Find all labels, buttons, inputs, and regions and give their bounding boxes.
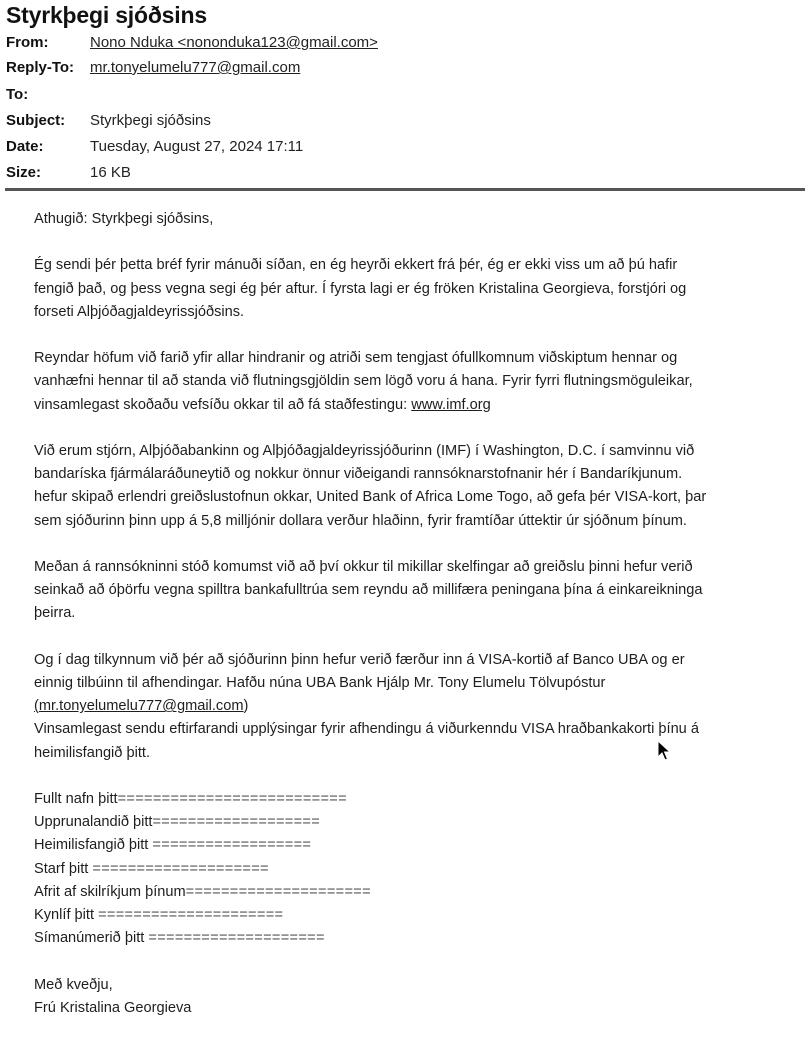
greeting-text: Athugið: Styrkþegi sjóðsins,	[34, 211, 214, 227]
paren-close: )	[243, 698, 249, 715]
paragraph-2-line: Reyndar höfum við farið yfir allar hindranir og atriði sem tengjast ófullkomnum viðskiptum hennar og	[34, 350, 678, 367]
from-label: From:	[6, 34, 49, 51]
date-value: Tuesday, August 27, 2024 17:11	[90, 138, 304, 155]
field-label: Heimilisfangið þitt	[34, 837, 153, 854]
paragraph-3-line: sem sjóðurinn þinn upp á 5,8 milljónir dollara verður hlaðinn, fyrir framtíðar úttektir úr sjóðnum þínum.	[34, 512, 687, 529]
field-fill: ===================	[152, 814, 321, 831]
closing: Með kveðju,	[34, 976, 113, 993]
field-fill: ====================	[92, 860, 269, 877]
paragraph-1-line: fengið það, og þess vegna segi ég þér aftur. Í fyrsta lagi er ég fröken Kristalina Georgieva, forstjóri og	[34, 280, 687, 297]
reply-to-label: Reply-To:	[6, 59, 75, 76]
field-fill: ==========================	[117, 790, 347, 807]
paragraph-5-line: Og í dag tilkynnum við þér að sjóðurinn þinn hefur verið færður inn á VISA-kortið af Banco UBA og er	[34, 651, 685, 668]
field-fill: ====================	[148, 930, 325, 947]
reply-email-link[interactable]: mr.tonyelumelu777@gmail.com	[38, 698, 244, 715]
field-fill: =====================	[185, 883, 371, 900]
subject-label: Subject:	[6, 112, 66, 129]
field-label: Fullt nafn þitt	[34, 790, 118, 807]
paragraph-1-line: Ég sendi þér þetta bréf fyrir mánuði síðan, en ég heyrði ekkert frá þér, ég er ekki viss um að þú hafir	[34, 257, 678, 274]
field-label: Afrit af skilríkjum þínum	[34, 883, 186, 900]
paragraph-2-text: vinsamlegast skoðaðu vefsíðu okkar til að fá staðfestingu:	[34, 396, 412, 413]
form-field-occupation	[34, 858, 794, 881]
paragraph-3-line: Við erum stjórn, Alþjóðabankinn og Alþjóðagjaldeyrissjóðurinn (IMF) í Washington, D.C. í samvinnu við	[34, 442, 695, 459]
imf-website-link[interactable]: www.imf.org	[411, 396, 491, 413]
field-label: Upprunalandið þitt	[34, 814, 153, 831]
header-separator	[5, 188, 805, 191]
form-field-full-name	[34, 788, 794, 811]
email-body	[34, 208, 794, 1043]
date-label: Date:	[6, 138, 44, 155]
form-field-id-copy	[34, 881, 794, 904]
to-label: To:	[6, 86, 29, 103]
form-field-address	[34, 834, 794, 857]
paragraph-4	[34, 556, 794, 626]
paragraph-3	[34, 440, 794, 533]
email-title: Styrkþegi sjóðsins	[6, 2, 207, 28]
mouse-pointer-icon	[657, 740, 671, 762]
subject-value: Styrkþegi sjóðsins	[90, 112, 211, 129]
form-field-phone	[34, 927, 794, 950]
field-fill: =====================	[98, 907, 284, 923]
field-label: Kynlíf þitt	[34, 907, 99, 923]
form-field-country	[34, 811, 794, 834]
field-fill: ==================	[152, 837, 312, 854]
greeting	[34, 208, 794, 231]
size-label: Size:	[6, 164, 42, 181]
paragraph-2-line	[34, 394, 794, 417]
paragraph-5-line: heimilisfangið þitt.	[34, 744, 150, 761]
paragraph-5	[34, 649, 794, 765]
paragraph-4-line: seinkað að óþörfu vegna spilltra bankafulltrúa sem reyndu að millifæra peningana þína á einkareikninga	[34, 582, 703, 599]
sign-off	[34, 974, 794, 1020]
paragraph-4-line: þeirra.	[34, 605, 76, 622]
paragraph-1	[34, 254, 794, 324]
reply-to-link[interactable]: mr.tonyelumelu777@gmail.com	[90, 59, 301, 76]
paragraph-2-line: vanhæfni hennar til að standa við flutningsgjöldin sem lögð voru á hana. Fyrir fyrri flutningsmöguleikar,	[34, 373, 693, 390]
field-label: Símanúmerið þitt	[34, 930, 149, 947]
size-value: 16 KB	[90, 164, 131, 181]
paragraph-4-line: Meðan á rannsókninni stóð komumst við að því okkur til mikillar skelfingar að greiðslu þinni hefur verið	[34, 558, 693, 575]
paragraph-2	[34, 347, 794, 417]
signature: Frú Kristalina Georgieva	[34, 999, 192, 1016]
paragraph-3-line: hefur skipað erlendri greiðslustofnun okkar, United Bank of Africa Lome Togo, að gefa þér VISA-kort, þar	[34, 489, 707, 506]
paren-open: (	[34, 698, 39, 715]
paragraph-3-line: bandaríska fjármálaráðuneytið og nokkur önnur viðeigandi rannsóknarstofnanir hér í Bandaríkjunum.	[34, 466, 683, 483]
field-label: Starf þitt	[34, 860, 93, 877]
paragraph-5-line: einnig tilbúinn til afhendingar. Hafðu núna UBA Bank Hjálp Mr. Tony Elumelu Tölvupóstur	[34, 674, 606, 691]
from-link[interactable]: Nono Nduka <nononduka123@gmail.com>	[90, 34, 378, 51]
paragraph-5-line: Vinsamlegast sendu eftirfarandi upplýsingar fyrir afhendingu á viðurkenndu VISA hraðbankakorti þínu á	[34, 721, 699, 738]
paragraph-5-line	[34, 695, 794, 718]
paragraph-1-line: forseti Alþjóðagjaldeyrissjóðsins.	[34, 303, 245, 320]
form-field-gender	[34, 904, 794, 927]
info-request-list	[34, 788, 794, 950]
